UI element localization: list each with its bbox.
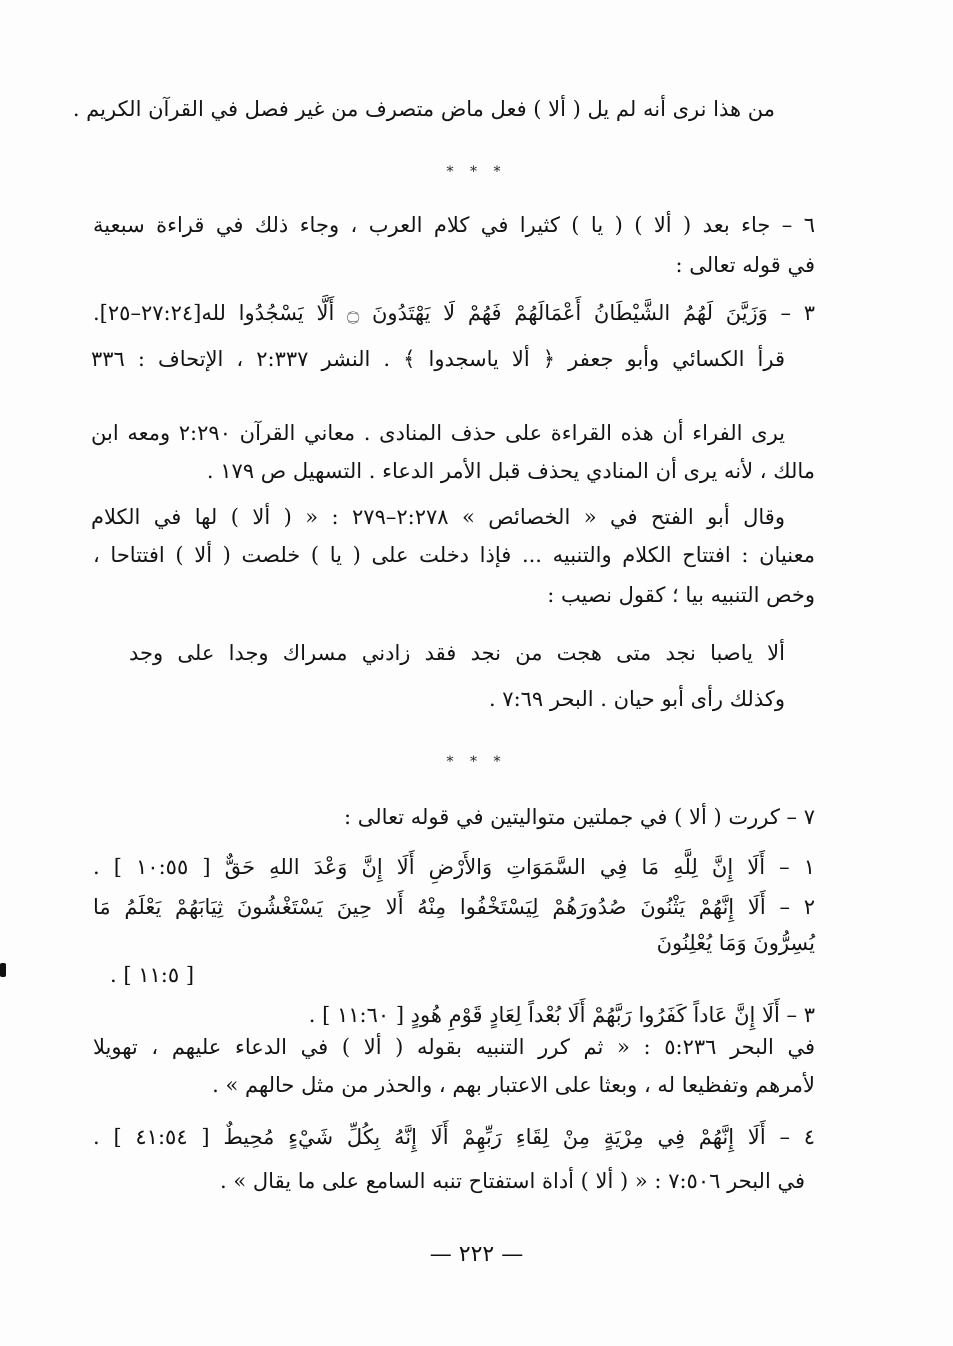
section-separator: * * * [446,754,507,770]
text-line: وكذلك رأى أبو حيان . البحر ٧:٦٩ . [488,687,785,711]
page-number: — ٢٢٢ — [429,1242,524,1267]
quran-verse-line: ٤ – أَلَا إِنَّهُمْ فِي مِرْيَةٍ مِنْ لِقَاءِ رَبِّهِمْ أَلَا إِنَّهُ بِكُلِّ شَيْءٍ مُحِيطٌ [ ٤١:٥٤ ] . [93,1125,816,1149]
margin-mark [0,963,6,977]
quran-verse-line: ٣ – أَلَا إِنَّ عَاداً كَفَرُوا رَبَّهُمْ أَلَا بُعْداً لِعَادٍ قَوْمِ هُودٍ [ ١١:٦٠ ] . [308,1003,815,1027]
text-line: في البحر ٥:٢٣٦ : « ثم كرر التنبيه بقوله ( ألا ) في الدعاء عليهم ، تهويلا [93,1035,815,1059]
quran-verse-line: ٣ – وَزَيَّنَ لَهُمُ الشَّيْطَانُ أَعْمَالَهُمْ فَهُمْ لَا يَهْتَدُونَ ۝ أَلَّا يَسْجُدُوا لله[٢٧:٢٤–٢٥]. [93,301,815,325]
section-separator: * * * [446,164,507,180]
text-line: وخص التنبيه بيا ؛ كقول نصيب : [547,583,815,607]
text-line: في البحر ٧:٥٠٦ : « ( ألا ) أداة استفتاح تنبه السامع على ما يقال » . [220,1169,805,1193]
quran-verse-line: يُسِرُّونَ وَمَا يُعْلِنُونَ [656,931,815,955]
text-line: قرأ الكسائي وأبو جعفر ﴿ ألا ياسجدوا ﴾ . النشر ٢:٣٣٧ ، الإتحاف : ٣٣٦ [91,347,785,371]
text-line: لأمرهم وتفظيعا له ، وبعثا على الاعتبار بهم ، والحذر من مثل حالهم » . [212,1073,815,1097]
text-line: ٦ – جاء بعد ( ألا ) ( يا ) كثيرا في كلام العرب ، وجاء ذلك في قراءة سبعية [93,213,815,237]
quran-verse-line: ٢ – أَلَا إِنَّهُمْ يَثْنُونَ صُدُورَهُمْ لِيَسْتَخْفُوا مِنْهُ أَلا حِينَ يَسْتَغْشُونَ ثِيَابَهُمْ يَعْلَمُ مَا [93,895,815,919]
text-line: يرى الفراء أن هذه القراءة على حذف المنادى . معاني القرآن ٢:٢٩٠ ومعه ابن [91,421,785,445]
text-line: ٧ – كررت ( ألا ) في جملتين متواليتين في قوله تعالى : [344,805,815,829]
text-line: مالك ، لأنه يرى أن المنادي يحذف قبل الأمر الدعاء . التسهيل ص ١٧٩ . [206,459,815,483]
verse-reference: [ ١١:٥ ] . [110,963,195,987]
quran-verse-line: ١ – أَلَا إِنَّ لِلَّهِ مَا فِي السَّمَوَاتِ وَالأَرْضِ أَلَا إِنَّ وَعْدَ اللهِ حَقٌّ [ ١٠:٥٥ ] . [93,855,815,879]
text-line: في قوله تعالى : [675,253,815,277]
text-line: معنيان : افتتاح الكلام والتنبيه ... فإذا دخلت على ( يا ) خلصت ( ألا ) افتتاحا ، [93,543,815,567]
text-line: وقال أبو الفتح في « الخصائص » ٢:٢٧٨–٢٧٩ : « ( ألا ) لها في الكلام [91,505,785,529]
text-line: من هذا نرى أنه لم يل ( ألا ) فعل ماض متصرف من غير فصل في القرآن الكريم . [72,97,775,121]
poetry-line: ألا ياصبا نجد متى هجت من نجد فقد زادني مسراك وجدا على وجد [129,641,785,665]
